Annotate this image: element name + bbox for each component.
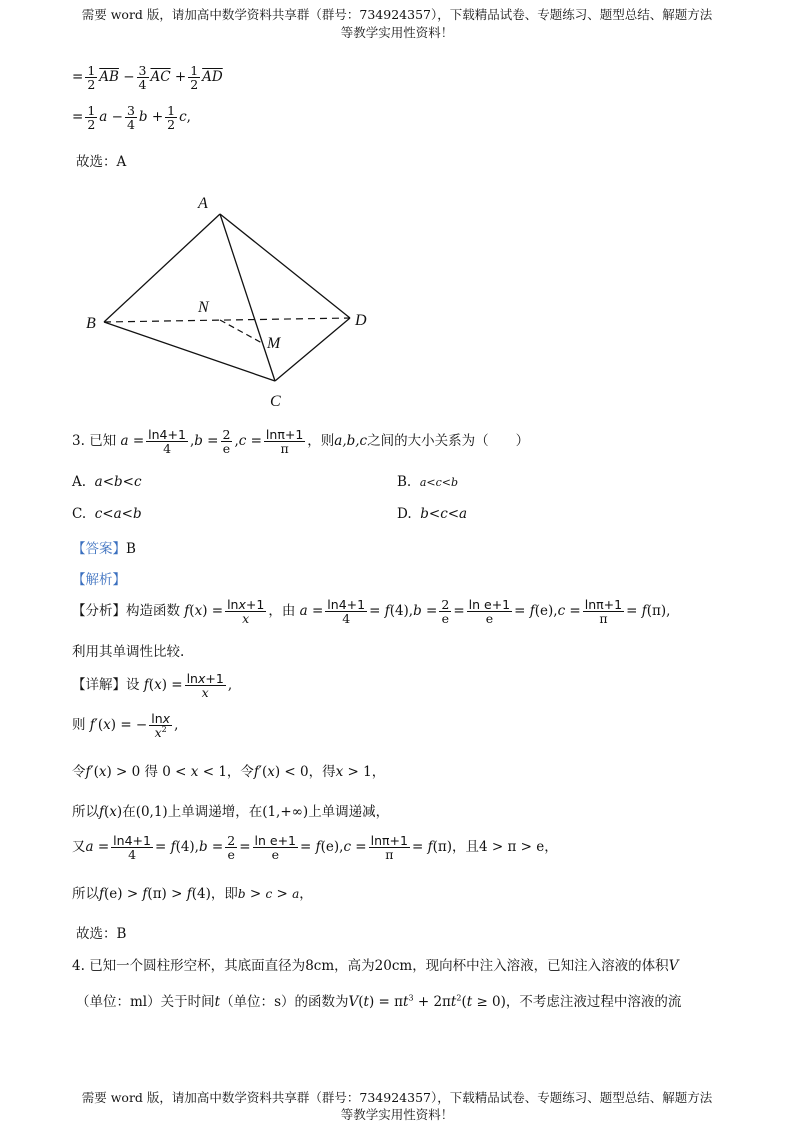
label-A: A [198,195,208,212]
label-B: B [86,315,96,332]
edge-CD [275,318,350,381]
prev-eq-line-2: = $\frac{1}{2}$ a − $\frac{3}{4}$ b + $\frac{1}{2}$ c, [72,103,191,133]
q3-option-a[interactable]: A. a<b<c [72,474,142,490]
edge-BC [104,322,275,381]
prev-eq-line-1: = $\frac{1}{2}$ $\overline{AB}$ − $\frac{3}{4}$ $\overline{AC}$ + $\frac{1}{2}$ $\overline{AD}$ [72,63,223,93]
label-C: C [270,393,281,410]
prev-choose: 故选：A [76,154,127,170]
q3-stem: 3. 已知 a = $\frac{\ln 4+1}{4}$ ,b = $\frac{2}{e}$ ,c = $\frac{\ln\pi+1}{\pi}$ ，则a,b,c之间的大小关系为（ ） [72,427,530,457]
q4-line-1: 4. 已知一个圆柱形空杯，其底面直径为8cm，高为20cm，现向杯中注入溶液，已知注入溶液的体积V [72,958,679,974]
edge-BD-hidden [104,318,350,322]
label-D: D [355,312,367,329]
q3-option-b[interactable]: B. a<c<b [397,474,459,490]
q3-conclusion: 所以f(e) > f(π) > f(4)，即b > c > a， [72,886,313,902]
footer-line-2: 等教学实用性资料！ [340,1107,454,1122]
q3-analysis-tag: 【解析】 [72,572,126,588]
q3-sign-analysis: 令f′(x) > 0 得 0 < x < 1，令f′(x) < 0，得x > 1， [72,764,386,780]
q3-values: 又a = $\frac{\ln 4+1}{4}$ = f(4),b = $\frac{2}{e}$ = $\frac{\text{ln e+1}}{e}$ = f(e),c = $\frac{\ln\pi+1}{\pi}$ = f(π)，且4 > π > e， [72,833,558,863]
tetrahedron-figure [80,188,380,413]
header-line-1: 需要 word 版，请加高中数学资料共享群（群号：734924357），下载精品试卷、专题练习、题型总结、解题方法 [81,7,713,22]
edge-AC [220,214,275,381]
q3-answer: 【答案】B [72,541,136,557]
q4-line-2: （单位：ml）关于时间t（单位：s）的函数为$V(t) = \pi t^3 + 2\pi t^2(t \ge 0)$，不考虑注液过程中溶液的流 [76,993,682,1010]
q3-option-c[interactable]: C. c<a<b [72,506,142,522]
q3-option-d[interactable]: D. b<c<a [397,506,468,522]
edge-AD [220,214,350,318]
q3-derivative: 则 f′(x) = − $\frac{\ln x}{x^2}$ , [72,711,179,741]
q3-detail-set: 【详解】设 f(x) = $\frac{\ln x+1}{x}$ , [72,671,233,701]
q3-fenxi-line-2: 利用其单调性比较. [72,644,185,660]
label-M: M [267,335,281,352]
footer-line-1: 需要 word 版，请加高中数学资料共享群（群号：734924357），下载精品试卷、专题练习、题型总结、解题方法 [81,1090,713,1105]
label-N: N [198,299,209,316]
q3-choose: 故选：B [76,926,127,942]
q3-monotonicity: 所以f(x)在(0,1)上单调递增，在(1,+∞)上单调递减， [72,804,390,820]
header-line-2: 等教学实用性资料！ [340,25,454,40]
q3-fenxi-line-1: 【分析】构造函数 f(x) = $\frac{\ln x+1}{x}$ ，由 a = $\frac{\ln 4+1}{4}$ = f(4),b = $\frac{2}{e}$ = $\frac{\text{ln e+1}}{e}$ = f(e),c = $\frac{\ln\pi+1}{\pi}$ = f(π), [72,597,671,627]
